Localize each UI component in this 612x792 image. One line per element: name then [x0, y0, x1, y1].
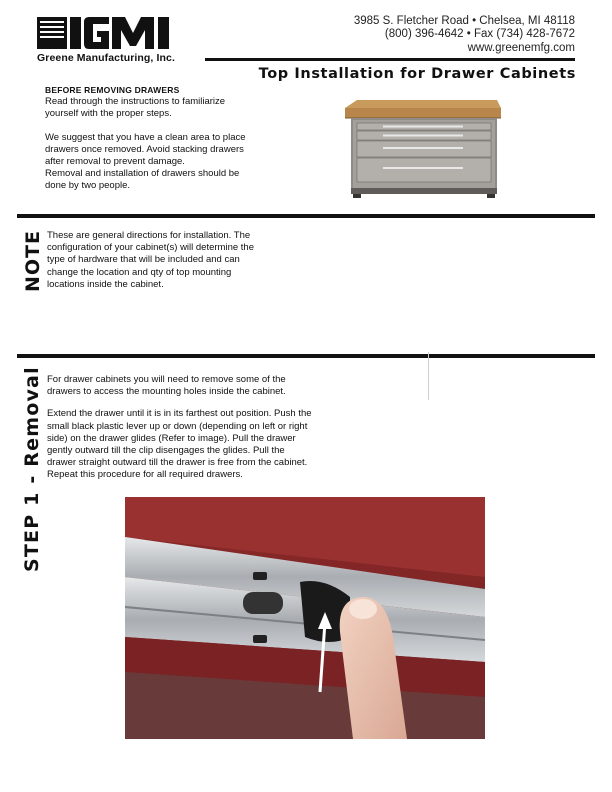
- intro-paragraph: Read through the instructions to familiarize yourself with the proper steps.: [45, 96, 226, 120]
- section-divider: [17, 354, 595, 358]
- note-text: These are general directions for installation. The configuration of your cabinet(s) will determine the type of hardware that will be included and can change the location and qty of top mounting locations inside the cabinet.: [47, 230, 254, 290]
- cabinet-photo: [343, 96, 503, 200]
- page-title: Top Installation for Drawer Cabinets: [258, 66, 576, 82]
- step-paragraph: For drawer cabinets you will need to remove some of the drawers to access the mounting holes inside the cabinet.: [47, 374, 286, 398]
- note-label: NOTE: [22, 230, 44, 292]
- drawer-glide-photo: [125, 497, 485, 739]
- intro-heading: BEFORE REMOVING DRAWERS: [45, 85, 180, 95]
- website: www.greenemfg.com: [467, 41, 575, 54]
- intro-section: [45, 84, 255, 204]
- intro-paragraph: We suggest that you have a clean area to place drawers once removed. Avoid stacking drawers after removal to prevent damage.: [45, 131, 246, 168]
- phone-fax: (800) 396-4642 • Fax (734) 428-7672: [384, 28, 575, 41]
- street-address: 3985 S. Fletcher Road • Chelsea, MI 48118: [353, 15, 575, 27]
- company-name: Greene Manufacturing, Inc.: [37, 52, 175, 64]
- address-block: [354, 15, 575, 55]
- header-rule: [205, 58, 575, 61]
- intro-paragraph: Removal and installation of drawers should be done by two people.: [45, 168, 240, 192]
- step-text: [47, 374, 312, 492]
- scan-mark: [428, 352, 429, 400]
- section-divider: [17, 214, 595, 218]
- step-label: STEP 1 - Removal: [21, 366, 43, 572]
- step-paragraph: Extend the drawer until it is in its farthest out position. Push the small black plastic lever up or down (depending on left or right side) on the drawer glides (Refer to image). Pull the drawer gently outward till the clip disengages the glides. Pull the drawer straight outward till the drawer is free from the cabinet. Repeat this procedure for all required drawers.: [47, 408, 312, 481]
